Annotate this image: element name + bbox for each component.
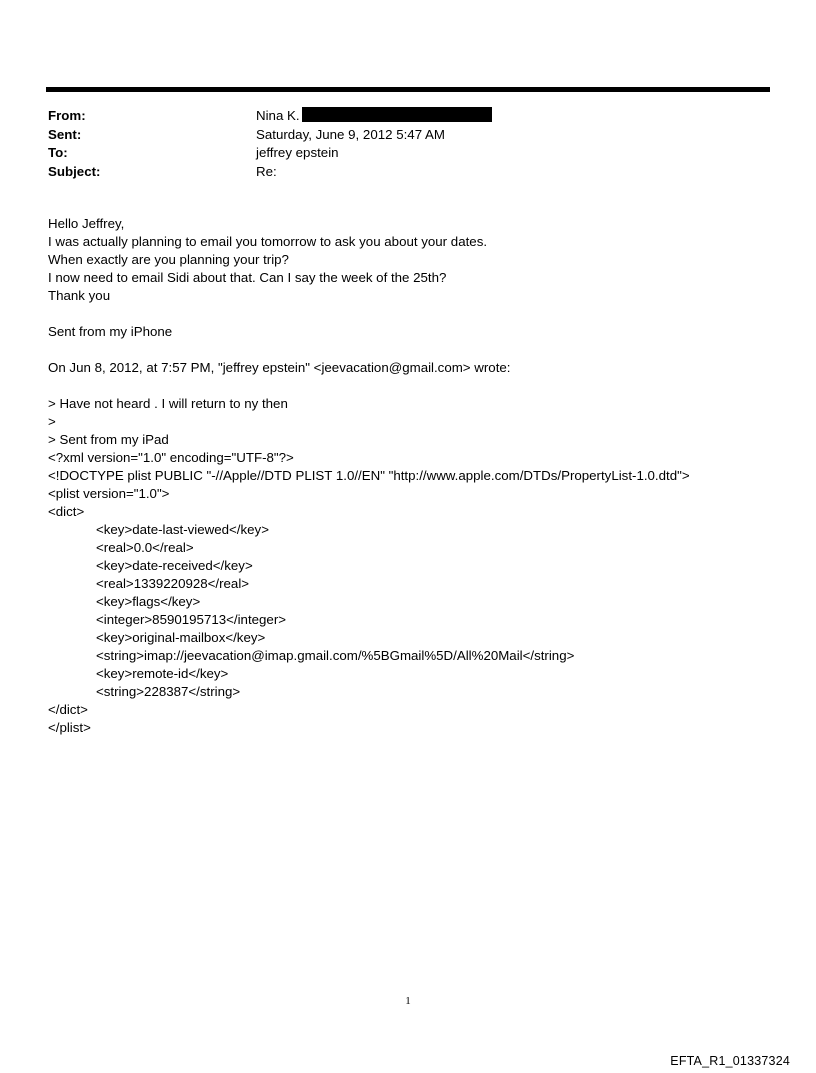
sent-row	[48, 126, 748, 145]
body-line: I now need to email Sidi about that. Can I say the week of the 25th?	[48, 270, 447, 285]
from-value	[256, 107, 492, 126]
body-line: On Jun 8, 2012, at 7:57 PM, "jeffrey epstein" <jeevacation@gmail.com> wrote:	[48, 360, 511, 375]
email-header	[48, 107, 748, 181]
body-line: <key>remote-id</key>	[96, 666, 229, 681]
body-line: When exactly are you planning your trip?	[48, 252, 289, 267]
body-line: <integer>8590195713</integer>	[96, 612, 287, 627]
to-row	[48, 144, 748, 163]
body-line	[48, 305, 788, 323]
body-line: > Have not heard . I will return to ny then	[48, 396, 288, 411]
body-line: <real>0.0</real>	[96, 540, 194, 555]
body-line: <key>flags</key>	[96, 594, 201, 609]
to-label: To:	[48, 145, 68, 160]
document-id: EFTA_R1_01337324	[670, 1054, 790, 1068]
body-line: <plist version="1.0">	[48, 486, 170, 501]
from-row	[48, 107, 748, 126]
body-line: <?xml version="1.0" encoding="UTF-8"?>	[48, 450, 294, 465]
body-line: <!DOCTYPE plist PUBLIC "-//Apple//DTD PLIST 1.0//EN" "http://www.apple.com/DTDs/PropertyList-1.0.dtd">	[48, 468, 690, 483]
page-number: 1	[405, 995, 411, 1007]
redaction-box	[302, 107, 492, 122]
body-line: Thank you	[48, 288, 111, 303]
subject-label: Subject:	[48, 163, 101, 179]
body-line: Sent from my iPhone	[48, 324, 173, 339]
body-line: <string>imap://jeevacation@imap.gmail.com/%5BGmail%5D/All%20Mail</string>	[96, 648, 575, 663]
email-body	[48, 215, 788, 737]
to-value: jeffrey epstein	[256, 145, 339, 160]
body-line: <string>228387</string>	[96, 684, 241, 699]
body-line: <real>1339220928</real>	[96, 576, 250, 591]
body-line	[48, 341, 788, 359]
subject-value: Re:	[256, 163, 277, 179]
body-line: >	[48, 414, 56, 429]
sender-name: Nina K.	[256, 108, 300, 123]
body-line	[48, 377, 788, 395]
body-line: <key>original-mailbox</key>	[96, 630, 266, 645]
body-line: <dict>	[48, 504, 85, 519]
subject-row	[48, 163, 748, 182]
sent-value: Saturday, June 9, 2012 5:47 AM	[256, 126, 445, 142]
sent-label: Sent:	[48, 126, 82, 142]
header-rule	[46, 87, 770, 92]
body-line: <key>date-last-viewed</key>	[96, 522, 269, 537]
body-line: Hello Jeffrey,	[48, 216, 125, 231]
body-line: I was actually planning to email you tomorrow to ask you about your dates.	[48, 234, 488, 249]
body-line: > Sent from my iPad	[48, 432, 169, 447]
from-label: From:	[48, 108, 86, 123]
body-line: <key>date-received</key>	[96, 558, 253, 573]
body-line: </plist>	[48, 720, 91, 735]
body-line: </dict>	[48, 702, 88, 717]
